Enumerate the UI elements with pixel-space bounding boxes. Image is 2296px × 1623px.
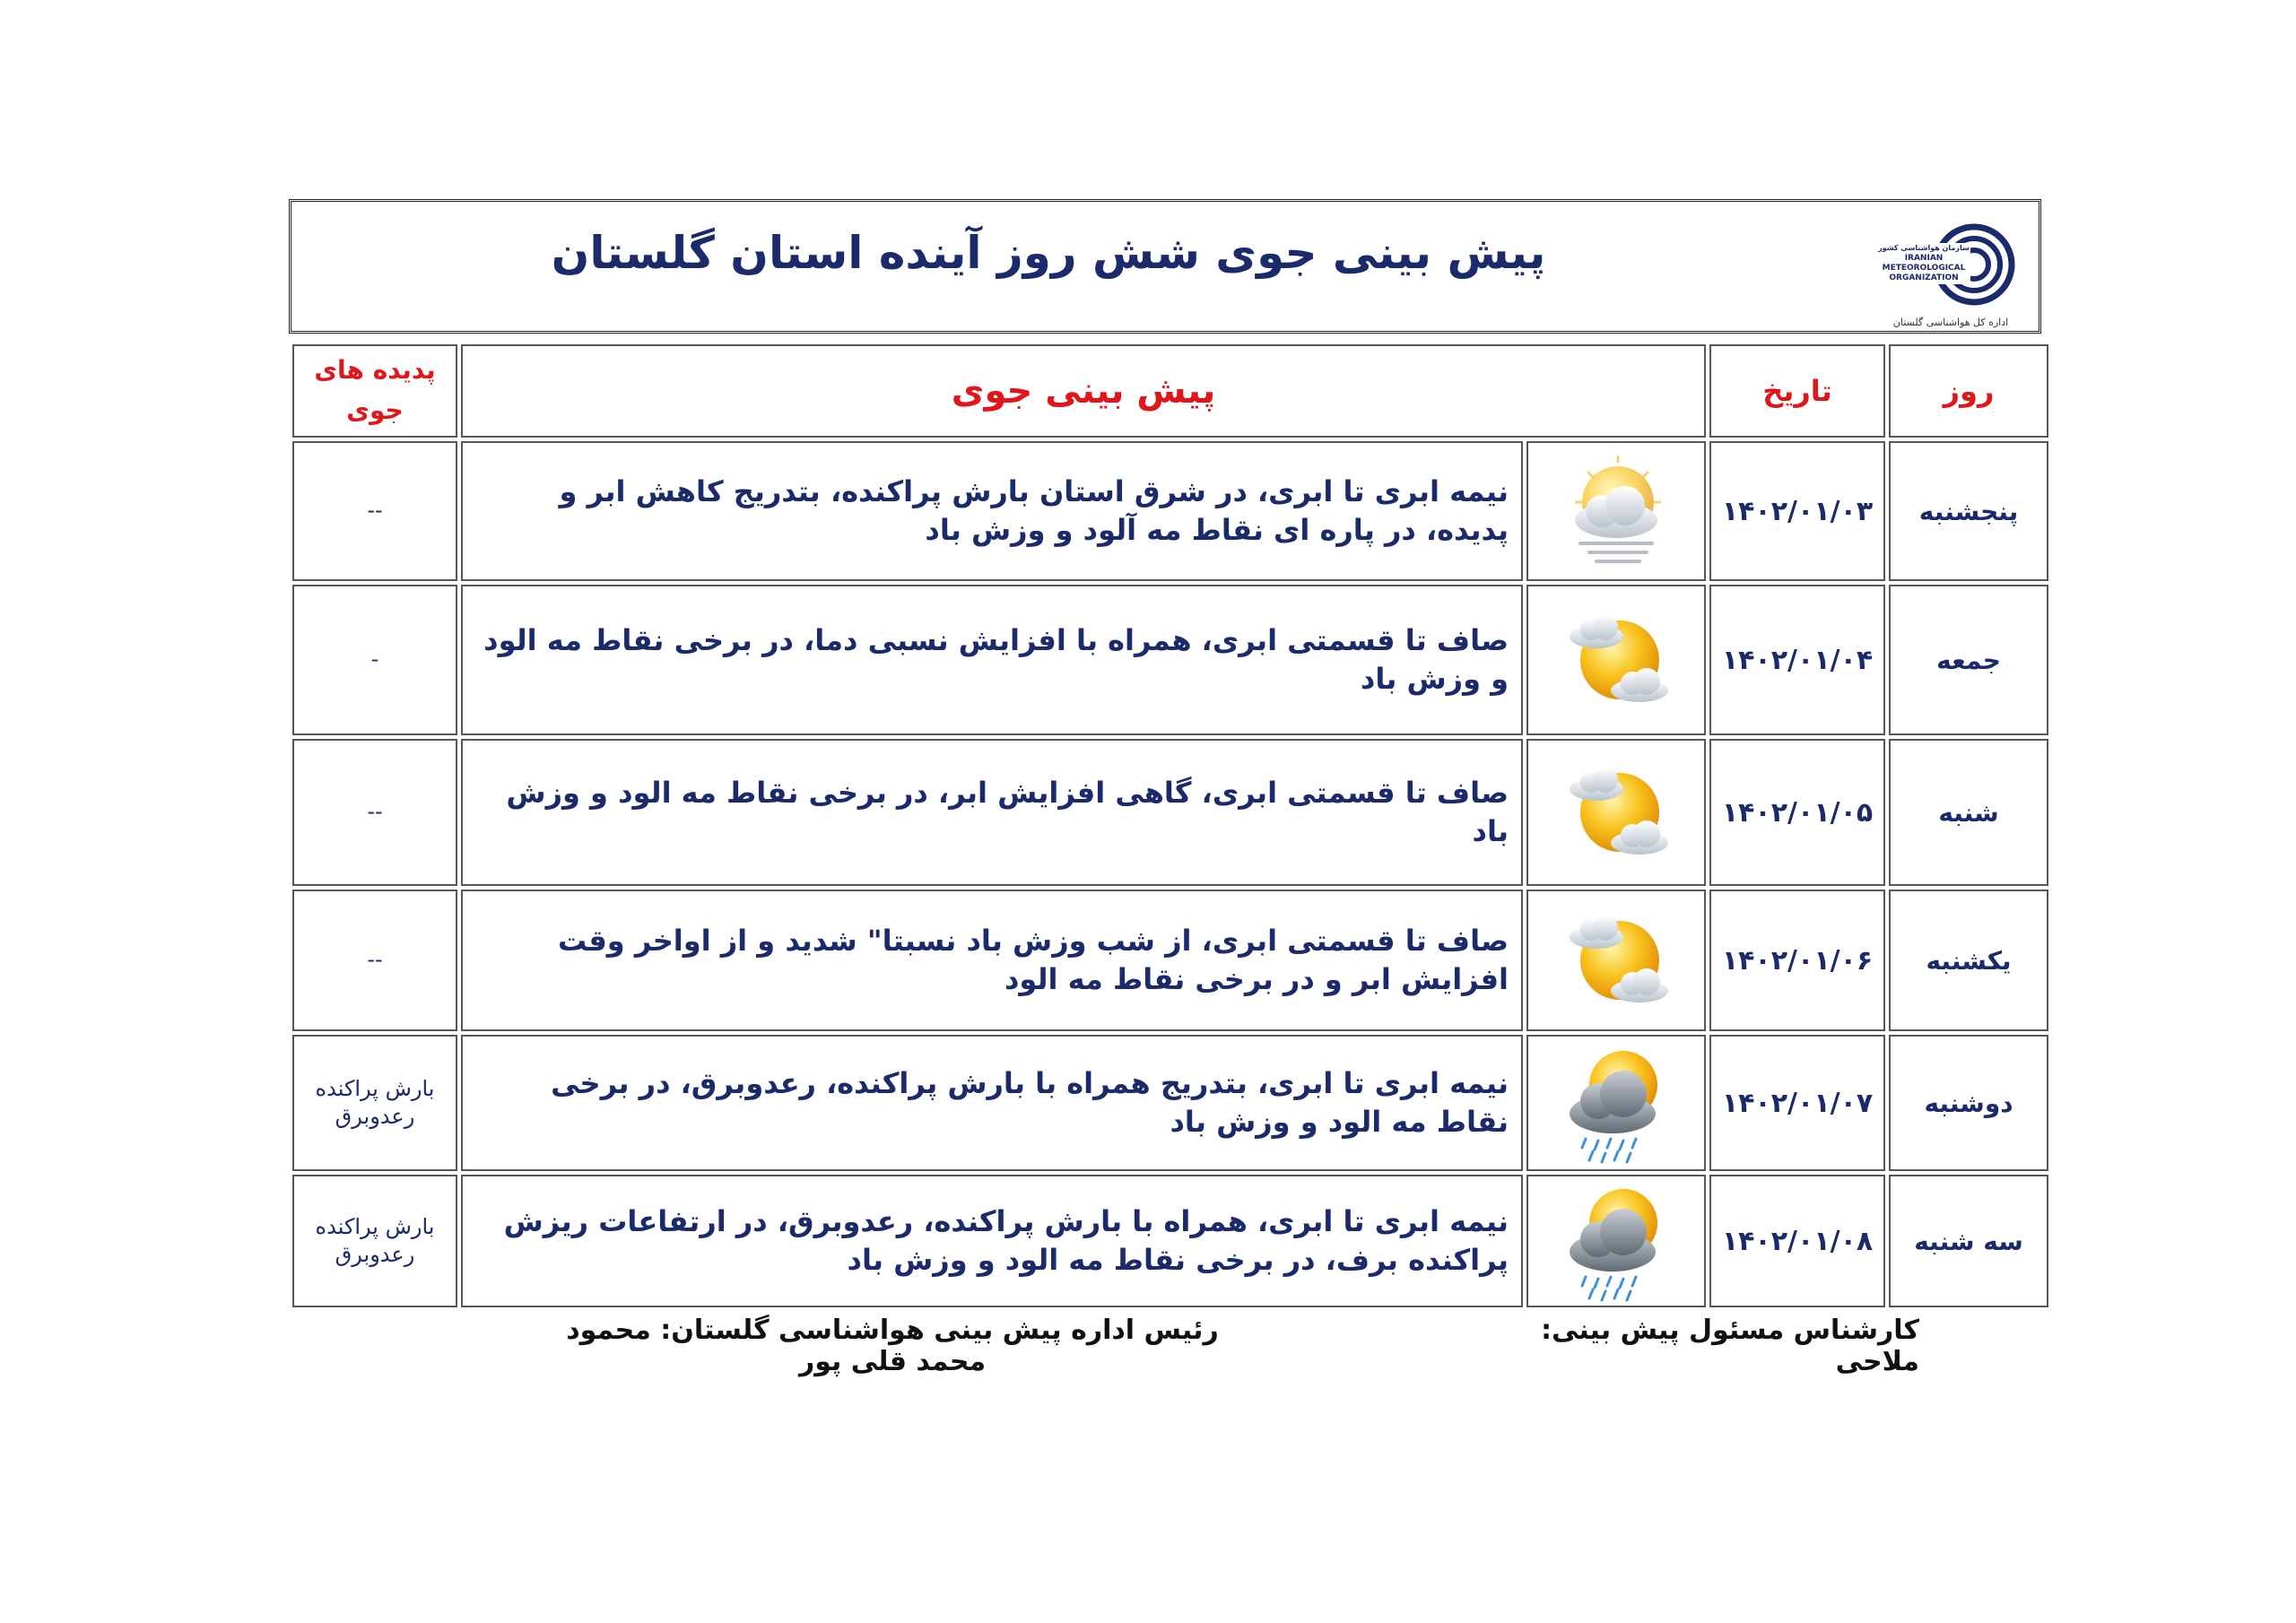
phenomena-cell: -- bbox=[292, 441, 457, 581]
sun-with-clouds-icon bbox=[1526, 739, 1706, 886]
day-cell: جمعه bbox=[1889, 585, 2048, 735]
logo-line-1: سازمان هواشناسی کشور bbox=[1878, 244, 1970, 252]
table-row bbox=[292, 1175, 2048, 1307]
day-cell: پنجشنبه bbox=[1889, 441, 2048, 581]
date-cell: ۱۴۰۲/۰۱/۰۵ bbox=[1709, 739, 1885, 886]
table-header-row bbox=[292, 344, 2048, 438]
title-box bbox=[289, 199, 2041, 334]
phenomena-cell: -- bbox=[292, 890, 457, 1031]
department-head-signature: رئیس اداره پیش بینی هواشناسی گلستان: محمود محمد قلی پور bbox=[566, 1315, 1219, 1377]
forecast-sheet bbox=[289, 199, 2047, 1306]
date-cell: ۱۴۰۲/۰۱/۰۶ bbox=[1709, 890, 1885, 1031]
date-cell: ۱۴۰۲/۰۱/۰۷ bbox=[1709, 1035, 1885, 1171]
day-cell: دوشنبه bbox=[1889, 1035, 2048, 1171]
phenomena-cell: بارش پراکنده رعدوبرق bbox=[292, 1175, 457, 1307]
meteorological-organization-logo bbox=[1877, 218, 2021, 325]
forecast-description: نیمه ابری تا ابری، همراه با بارش پراکنده، رعدوبرق، در ارتفاعات ریزش پراکنده برف، در برخی نقاط مه الود و وزش باد bbox=[461, 1175, 1523, 1307]
phenomena-cell: بارش پراکنده رعدوبرق bbox=[292, 1035, 457, 1171]
day-cell: یکشنبه bbox=[1889, 890, 2048, 1031]
day-cell: شنبه bbox=[1889, 739, 2048, 886]
table-row bbox=[292, 1035, 2048, 1171]
logo-line-4: ORGANIZATION bbox=[1889, 273, 1959, 282]
table-row bbox=[292, 441, 2048, 581]
forecast-description: صاف تا قسمتی ابری، همراه با افزایش نسبی دما، در برخی نقاط مه الود و وزش باد bbox=[461, 585, 1523, 735]
phenomena-cell: -- bbox=[292, 739, 457, 886]
header-date: تاریخ bbox=[1709, 344, 1885, 438]
logo-line-3: METEOROLOGICAL bbox=[1882, 264, 1966, 273]
phenomena-cell: - bbox=[292, 585, 457, 735]
forecast-table bbox=[289, 341, 2052, 1311]
forecast-description: نیمه ابری تا ابری، در شرق استان بارش پراکنده، بتدریج کاهش ابر و پدیده، در پاره ای نقاط مه آلود و وزش باد bbox=[461, 441, 1523, 581]
header-forecast: پیش بینی جوی bbox=[461, 344, 1706, 438]
date-cell: ۱۴۰۲/۰۱/۰۸ bbox=[1709, 1175, 1885, 1307]
partly-cloudy-haze-icon bbox=[1526, 441, 1706, 581]
table-row bbox=[292, 585, 2048, 735]
header-phenomena: پدیده های جوی bbox=[292, 344, 457, 438]
forecast-description: صاف تا قسمتی ابری، از شب وزش باد نسبتا" شدید و از اواخر وقت افزایش ابر و در برخی نقاط مه الود bbox=[461, 890, 1523, 1031]
header-day: روز bbox=[1889, 344, 2048, 438]
logo-caption: اداره کل هواشناسی گلستان bbox=[1892, 317, 2009, 328]
table-row bbox=[292, 890, 2048, 1031]
sun-cloud-rain-icon bbox=[1526, 1175, 1706, 1307]
forecast-description: صاف تا قسمتی ابری، گاهی افزایش ابر، در برخی نقاط مه الود و وزش باد bbox=[461, 739, 1523, 886]
table-row bbox=[292, 739, 2048, 886]
sun-with-clouds-icon bbox=[1526, 585, 1706, 735]
forecaster-signature: کارشناس مسئول پیش بینی: ملاحی bbox=[1541, 1315, 1919, 1377]
date-cell: ۱۴۰۲/۰۱/۰۴ bbox=[1709, 585, 1885, 735]
logo-line-2: IRANIAN bbox=[1904, 254, 1944, 263]
date-cell: ۱۴۰۲/۰۱/۰۳ bbox=[1709, 441, 1885, 581]
page-title: پیش بینی جوی شش روز آینده استان گلستان bbox=[551, 227, 1546, 279]
day-cell: سه شنبه bbox=[1889, 1175, 2048, 1307]
forecast-description: نیمه ابری تا ابری، بتدریج همراه با بارش پراکنده، رعدوبرق، در برخی نقاط مه الود و وزش باد bbox=[461, 1035, 1523, 1171]
sun-cloud-rain-icon bbox=[1526, 1035, 1706, 1171]
sun-with-clouds-icon bbox=[1526, 890, 1706, 1031]
